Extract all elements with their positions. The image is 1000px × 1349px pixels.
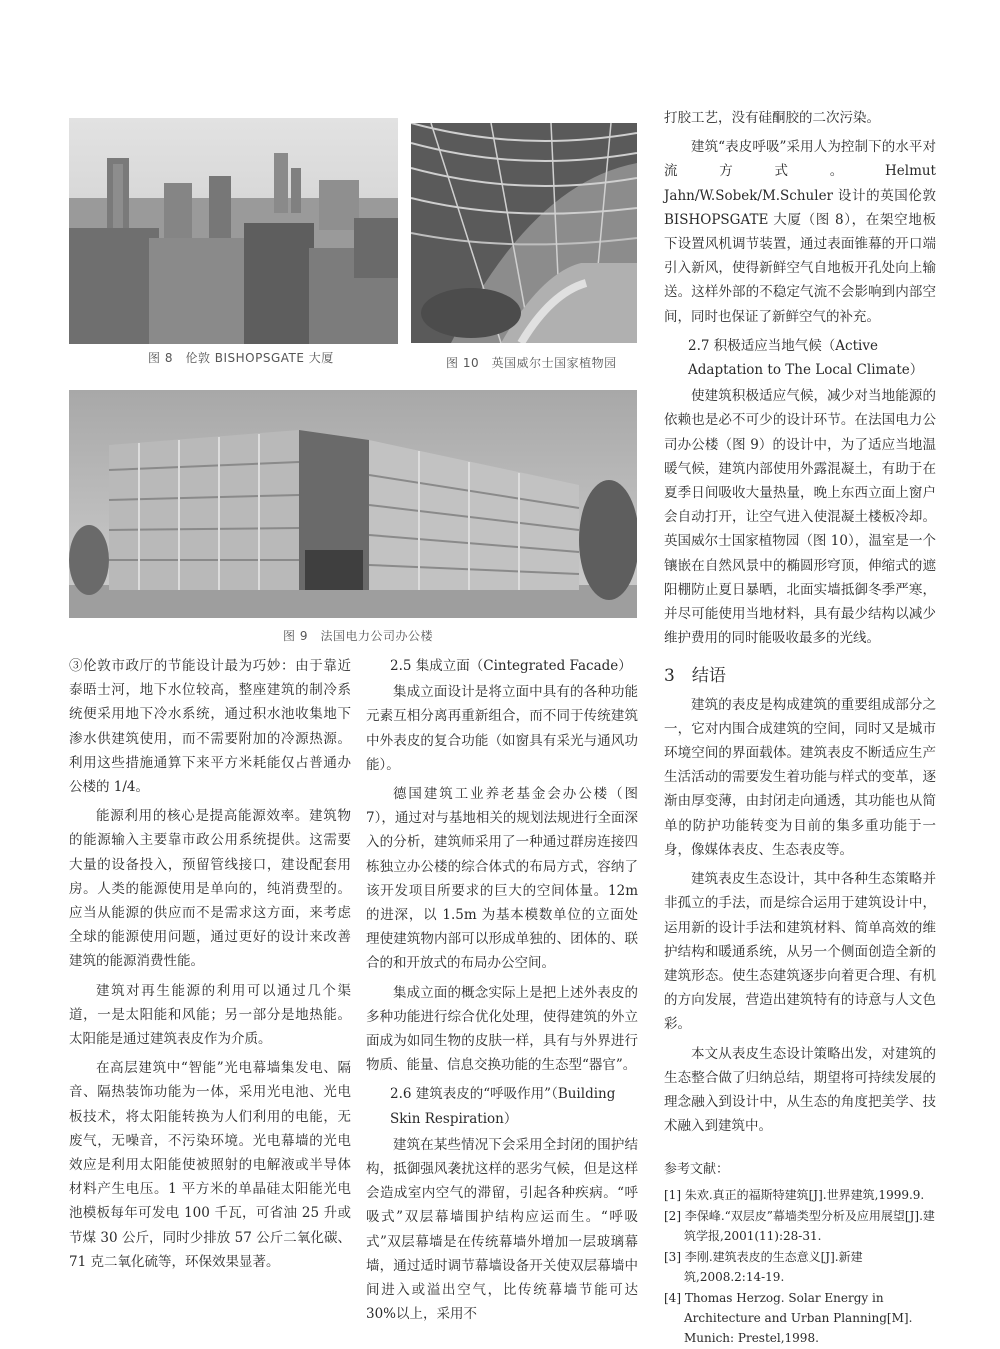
figure-9-photo [69,390,637,618]
paragraph: 建筑在某些情况下会采用全封闭的围护结构，抵御强风袭扰这样的恶劣气候，但是这样会造成室内空气的滞留，引起各种疾病。“呼吸式”双层幕墙围护结构应运而生。“呼吸式”双层幕墙是在传统幕墙外增加一层玻璃幕墙，通过适时调节幕墙设备开关使双层幕墙中间进入或溢出空气，比传统幕墙节能可达 30%以上，采用不 [366,1136,638,1323]
section-heading-2-5: 2.5 集成立面（Cintegrated Facade） [390,658,632,674]
figure-10-caption: 图 10 英国威尔士国家植物园 [446,356,617,370]
figure-9-caption: 图 9 法国电力公司办公楼 [283,629,433,643]
section-heading-2-6: 2.6 建筑表皮的“呼吸作用”（Building Skin Respiration） [390,1086,616,1127]
figure-8-caption: 图 8 伦敦 BISHOPSGATE 大厦 [148,351,334,365]
figure-10-photo [411,123,637,343]
section-heading-3: 3 结语 [664,666,726,687]
reference-item: [3] 李刚.建筑表皮的生态意义[J].新建筑,2008.2:14-19. [664,1249,863,1284]
london-skyline-image [69,118,398,344]
paragraph: 使建筑积极适应气候，减少对当地能源的依赖也是必不可少的设计环节。在法国电力公司办公楼（图 9）的设计中，为了适应当地温暖气候，建筑内部使用外露混凝土，有助于在夏季日间吸收大量热量，晚上东西立面上窗户会自动打开，让空气进入使混凝土楼板冷却。英国威尔士国家植物园（图 10），温室是一个镶嵌在自然风景中的椭圆形穹顶，伸缩式的遮阳棚防止夏日暴晒，北面实墙抵御冬季严寒，并尽可能使用当地材料，具有最少结构以减少维护费用的同时能吸收最多的光线。 [664,388,936,647]
references-title: 参考文献： [664,1162,730,1178]
reference-item: [2] 李保峰.“双层皮”幕墙类型分析及应用展望[J].建筑学报,2001(11):28-31. [664,1208,935,1243]
column-3 [664,106,936,1349]
section-heading-2-7: 2.7 积极适应当地气候（Active Adaptation to The Local Climate） [688,337,924,379]
paragraph: 集成立面的概念实际上是把上述外表皮的多种功能进行综合优化处理，使得建筑的外立面成为如同生物的皮肤一样，具有与外界进行物质、能量、信息交换功能的生态型“器官”。 [366,984,638,1074]
reference-item: [1] 朱欢.真正的福斯特建筑[J].世界建筑,1999.9. [664,1187,925,1202]
paragraph: 能源利用的核心是提高能源效率。建筑物的能源输入主要靠市政公用系统提供。这需要大量的设备投入，预留管线接口，建设配套用房。人类的能源使用是单向的，纯消费型的。应当从能源的供应而不是需求这方面，来考虑全球的能源使用问题，通过更好的设计来改善建筑的能源消费性能。 [69,808,351,970]
paragraph: 本文从表皮生态设计策略出发，对建筑的生态整合做了归纳总结，期望将可持续发展的理念融入到设计中，从生态的角度把美学、技术融入到建筑中。 [664,1045,936,1135]
paragraph: 建筑表皮生态设计，其中各种生态策略并非孤立的手法，而是综合运用于建筑设计中，运用新的设计手法和建筑材料、简单高效的维护结构和暖通系统，从另一个侧面创造全新的建筑形态。使生态建筑逐步向着更合理、有机的方向发展，营造出建筑特有的诗意与人文色彩。 [664,871,936,1033]
figure-8-photo [69,118,398,344]
paragraph: 在高层建筑中“智能”光电幕墙集发电、隔音、隔热装饰功能为一体，采用光电池、光电板技术，将太阳能转换为人们利用的电能，无废气，无噪音，不污染环境。光电幕墙的光电效应是利用太阳能使被照射的电解液或半导体材料产生电压。1 平方米的单晶硅太阳能光电池模板每年可发电 100 千瓦，可省油 25 升或节煤 30 公斤，同时少排放 57 公斤二氧化碳、71 克二氧化硫等，环保效果显著。 [69,1060,351,1270]
paragraph: 打胶工艺，没有硅酮胶的二次污染。 [664,110,880,126]
office-building-image [69,390,637,618]
paragraph: 德国建筑工业养老基金会办公楼（图 7），通过对与基地相关的规划法规进行全面深入的分析，建筑师采用了一种通过群房连接四栋独立办公楼的综合体式的布局方式，容纳了该开发项目所要求的巨大的空间体量。12m 的进深，以 1.5m 为基本模数单位的立面处理使建筑物内部可以形成单独的、团体的、联合的和开放式的布局办公空间。 [366,786,638,972]
reference-item: [4] Thomas Herzog. Solar Energy in Architecture and Urban Planning[M]. Munich: Prestel,1998. [664,1290,913,1345]
paragraph: ③伦敦市政厅的节能设计最为巧妙：由于靠近泰晤士河，地下水位较高，整座建筑的制冷系统便采用地下冷水系统，通过积水池收集地下渗水供建筑使用，而不需要附加的冷源热源。利用这些措施通算下来平方米耗能仅占普通办公楼的 1/4。 [69,658,351,796]
paragraph: 建筑对再生能源的利用可以通过几个渠道，一是太阳能和风能；另一部分是地热能。太阳能是通过建筑表皮作为介质。 [69,982,351,1048]
paragraph: 建筑的表皮是构成建筑的重要组成部分之一，它对内围合成建筑的空间，同时又是城市环境空间的界面载体。建筑表皮不断适应生产生活活动的需要发生着功能与样式的变革，逐渐由厚变薄，由封闭走向通透，其功能也从简单的防护功能转变为目前的集多重功能于一身，像媒体表皮、生态表皮等。 [664,696,936,858]
glasshouse-image [411,123,637,343]
paragraph: 建筑“表皮呼吸”采用人为控制下的水平对流方式。Helmut Jahn/W.Sobek/M.Schuler 设计的英国伦敦 BISHOPSGATE 大厦（图 8），在架空地板下设置风机调节装置，通过表面锥幕的开口端引入新风，使得新鲜空气自地板开孔处向上输送。这样外部的不稳定气流不会影响到内部空间，同时也保证了新鲜空气的补充。 [664,139,936,325]
column-1 [69,654,351,1279]
paragraph: 集成立面设计是将立面中具有的各种功能元素互相分离再重新组合，而不同于传统建筑中外表皮的复合功能（如窗具有采光与通风功能）。 [366,684,638,773]
column-2 [366,654,638,1331]
